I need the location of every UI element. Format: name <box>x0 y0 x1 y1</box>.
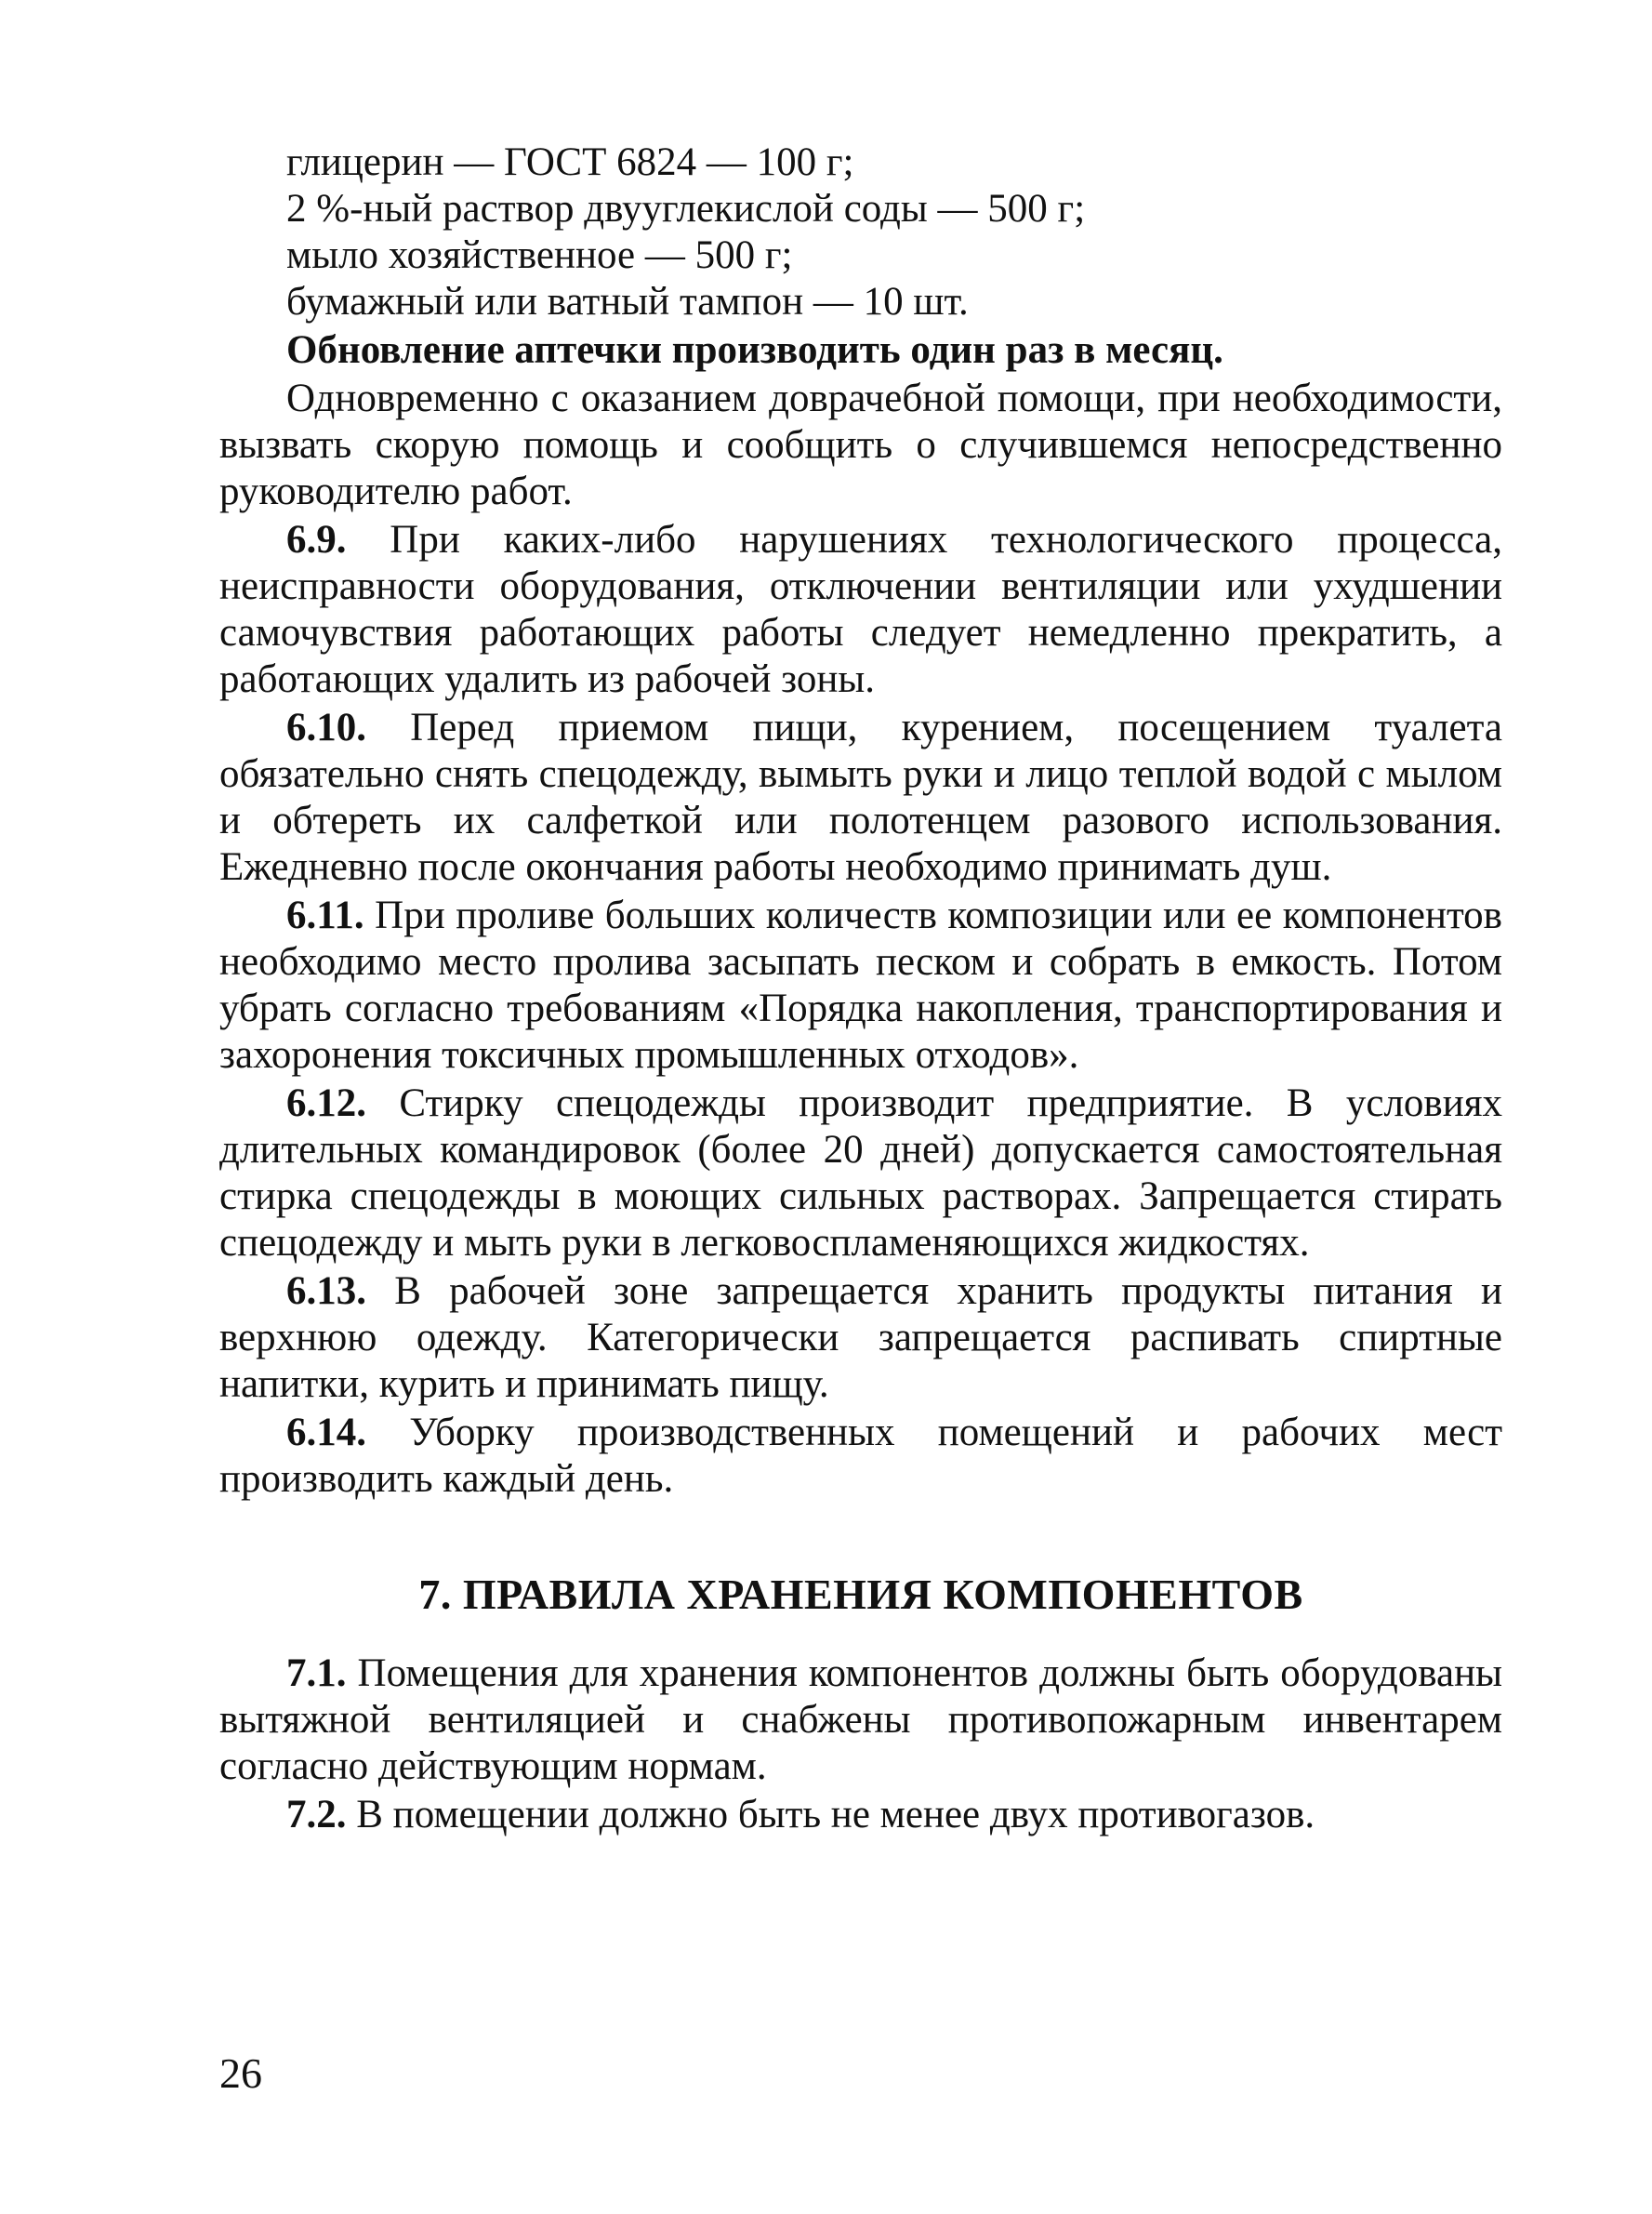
paragraph-number: 6.13. <box>286 1269 366 1313</box>
paragraph-text: В рабочей зоне запрещается хранить продукты питания и верхнюю одежду. Категорически запрещается распивать спиртные напитки, курить и принимать пищу. <box>219 1269 1502 1406</box>
paragraph-text: Помещения для хранения компонентов должны быть оборудованы вытяжной вентиляцией и снабжены противопожарным инвентарем согласно действующим нормам. <box>219 1651 1502 1788</box>
paragraph <box>219 517 1502 703</box>
paragraph <box>219 893 1502 1079</box>
paragraph-text: В помещении должно быть не менее двух противогазов. <box>346 1793 1315 1836</box>
page-content <box>219 139 1502 1838</box>
list-item: глицерин — ГОСТ 6824 — 100 г; <box>286 140 854 184</box>
list-item: бумажный или ватный тампон — 10 шт. <box>286 280 969 324</box>
paragraph <box>219 705 1502 891</box>
list-item: мыло хозяйственное — 500 г; <box>286 233 793 277</box>
bold-note: Обновление аптечки производить один раз в месяц. <box>286 328 1223 372</box>
first-aid-kit-list <box>219 139 1502 325</box>
list-item: 2 %-ный раствор двууглекислой соды — 500 г; <box>286 187 1086 231</box>
paragraph-text: Стирку спецодежды производит предприятие. В условиях длительных командировок (более 20 дней) допускается самостоятельная стирка спецодежды в моющих сильных растворах. Запрещается стирать спецодежду и мыть руки в легковоспламеняющихся жидкостях. <box>219 1081 1502 1265</box>
paragraph <box>219 376 1502 515</box>
paragraph-number: 7.1. <box>286 1651 347 1695</box>
paragraph-text: Одновременно с оказанием доврачебной помощи, при необходимости, вызвать скорую помощь и сообщить о случившемся непосредственно руководителю работ. <box>219 377 1502 513</box>
section-paragraph <box>219 1792 1502 1838</box>
paragraph <box>219 1268 1502 1408</box>
paragraph-text: При каких-либо нарушениях технологического процесса, неисправности оборудования, отключении вентиляции или ухудшении самочувствия работающих работы следует немедленно прекратить, а работающих удалить из рабочей зоны. <box>219 518 1502 701</box>
paragraph-number: 7.2. <box>286 1793 347 1836</box>
paragraph-text: Уборку производственных помещений и рабочих мест производить каждый день. <box>219 1411 1502 1501</box>
paragraph-number: 6.12. <box>286 1081 366 1125</box>
paragraph <box>219 1410 1502 1503</box>
paragraph-number: 6.10. <box>286 706 366 749</box>
paragraph <box>219 1080 1502 1266</box>
page-number: 26 <box>219 2049 262 2097</box>
paragraph-text: При проливе больших количеств композиции или ее компонентов необходимо место пролива засыпать песком и собрать в емкость. Потом убрать согласно требованиям «Порядка накопления, транспортирования и захоронения токсичных промышленных отходов». <box>219 894 1502 1077</box>
paragraph-text: Перед приемом пищи, курением, посещением туалета обязательно снять спецодежду, вымыть руки и лицо теплой водой с мылом и обтереть их салфеткой или полотенцем разового использования. Ежедневно после окончания работы необходимо принимать душ. <box>219 706 1502 889</box>
paragraph-number: 6.14. <box>286 1411 366 1454</box>
paragraph-number: 6.9. <box>286 518 347 562</box>
section-paragraph <box>219 1651 1502 1790</box>
paragraph-number: 6.11. <box>286 894 364 937</box>
section-heading: 7. ПРАВИЛА ХРАНЕНИЯ КОМПОНЕНТОВ <box>418 1571 1303 1618</box>
